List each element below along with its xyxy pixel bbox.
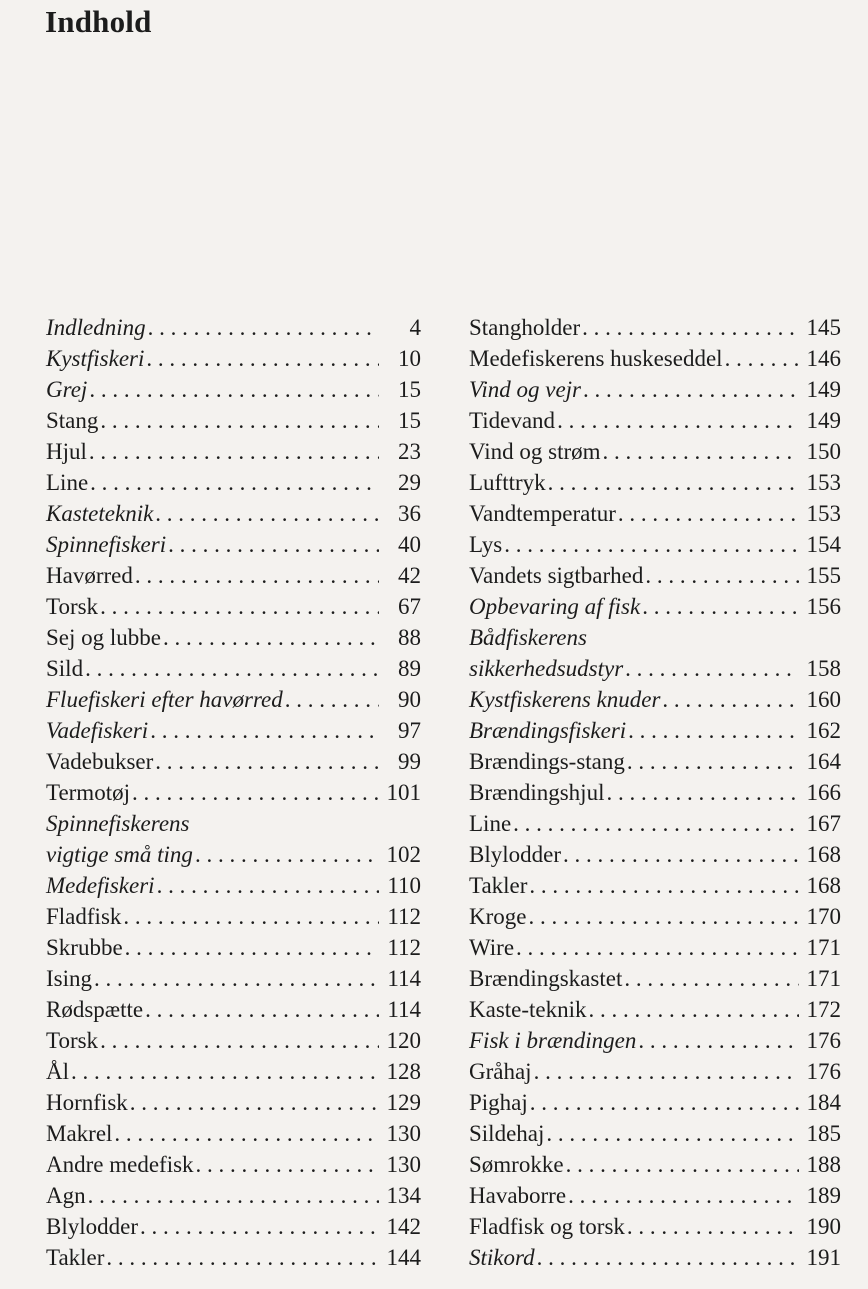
toc-entry-page: 149 xyxy=(806,408,841,433)
toc-entry xyxy=(46,434,421,465)
toc-entry-label: Brændings-stang xyxy=(469,749,625,774)
toc-entry-page: 153 xyxy=(806,501,841,526)
toc-entry-page: 168 xyxy=(806,873,841,898)
toc-entry xyxy=(46,527,421,558)
toc-entry-page: 170 xyxy=(806,904,841,929)
toc-entry-label: Pighaj xyxy=(469,1090,528,1115)
toc-entry xyxy=(46,1209,421,1240)
toc-entry xyxy=(46,558,421,589)
toc-entry-page: 129 xyxy=(386,1090,421,1115)
toc-entry xyxy=(469,868,841,899)
toc-leader-dots xyxy=(135,563,379,589)
toc-entry-page: 40 xyxy=(398,532,421,557)
toc-leader-dots xyxy=(589,997,799,1023)
toc-leader-dots xyxy=(88,1183,379,1209)
toc-entry xyxy=(46,682,421,713)
toc-leader-dots xyxy=(642,594,799,620)
toc-leader-dots xyxy=(100,594,379,620)
toc-leader-dots xyxy=(148,315,379,341)
toc-entry-label: Vandtemperatur xyxy=(469,501,616,526)
toc-entry xyxy=(469,465,841,496)
toc-entry xyxy=(46,589,421,620)
toc-entry-label: Takler xyxy=(469,873,528,898)
toc-leader-dots xyxy=(100,408,379,434)
toc-entry-label: Line xyxy=(469,811,512,836)
toc-entry-label: Vadebukser xyxy=(46,749,154,774)
toc-leader-dots xyxy=(89,439,379,465)
toc-entry-label: Hjul xyxy=(46,439,87,464)
toc-leader-dots xyxy=(583,377,799,403)
toc-leader-dots xyxy=(534,1059,799,1085)
toc-entry xyxy=(469,992,841,1023)
toc-entry-page: 188 xyxy=(806,1152,841,1177)
toc-entry-label: Opbevaring af fisk xyxy=(469,594,641,619)
toc-leader-dots xyxy=(94,966,379,992)
toc-entry-label: Stikord xyxy=(469,1245,535,1270)
toc-leader-dots xyxy=(90,470,379,496)
toc-entry-label: Fladfisk og torsk xyxy=(469,1214,625,1239)
toc-entry-page: 67 xyxy=(398,594,421,619)
toc-entry-label: Lys xyxy=(469,532,503,557)
toc-entry-label: Ising xyxy=(46,966,92,991)
toc-entry xyxy=(469,1054,841,1085)
toc-leader-dots xyxy=(145,997,379,1023)
toc-entry-page: 101 xyxy=(386,780,421,805)
toc-leader-dots xyxy=(85,656,379,682)
toc-entry-label: sikkerhedsudstyr xyxy=(469,656,624,681)
toc-entry-label: Makrel xyxy=(46,1121,113,1146)
toc-leader-dots xyxy=(106,1245,379,1271)
toc-entry xyxy=(469,1147,841,1178)
toc-leader-dots xyxy=(548,470,799,496)
toc-leader-dots xyxy=(285,687,379,713)
toc-entry-label: Kaste-teknik xyxy=(469,997,587,1022)
toc-leader-dots xyxy=(537,1245,799,1271)
toc-entry xyxy=(46,744,421,775)
toc-entry-label: Brændingsfiskeri xyxy=(469,718,627,743)
toc-entry-label: Termotøj xyxy=(46,780,130,805)
toc-entry-page: 130 xyxy=(386,1152,421,1177)
toc-leader-dots xyxy=(150,718,379,744)
toc-entry xyxy=(46,1240,421,1271)
toc-entry-page: 145 xyxy=(806,315,841,340)
toc-entry-label: Sild xyxy=(46,656,84,681)
toc-leader-dots xyxy=(125,935,379,961)
toc-entry-page: 15 xyxy=(398,377,421,402)
toc-entry-page: 190 xyxy=(806,1214,841,1239)
toc-leader-dots xyxy=(71,1059,379,1085)
toc-leader-dots xyxy=(624,966,799,992)
toc-entry-label: Wire xyxy=(469,935,515,960)
toc-entry-label: Agn xyxy=(46,1183,86,1208)
toc-entry-label: Havørred xyxy=(46,563,133,588)
toc-entry-page: 167 xyxy=(806,811,841,836)
toc-leader-dots xyxy=(130,1090,379,1116)
toc-entry-page: 158 xyxy=(806,656,841,681)
toc-leader-dots xyxy=(627,749,799,775)
toc-entry-label: Fluefiskeri efter havørred xyxy=(46,687,283,712)
toc-entry xyxy=(46,1054,421,1085)
toc-entry xyxy=(46,868,421,899)
toc-entry-label: Grej xyxy=(46,377,88,402)
toc-entry-label: Rødspætte xyxy=(46,997,144,1022)
toc-entry xyxy=(469,961,841,992)
toc-entry xyxy=(46,837,421,868)
toc-entry-label: Lufttryk xyxy=(469,470,546,495)
toc-entry-label: Vind og strøm xyxy=(469,439,601,464)
toc-entry xyxy=(469,775,841,806)
toc-entry-page: 153 xyxy=(806,470,841,495)
toc-leader-dots xyxy=(100,1028,379,1054)
toc-entry xyxy=(469,744,841,775)
toc-entry xyxy=(469,1023,841,1054)
toc-leader-dots xyxy=(89,377,379,403)
toc-entry-page: 99 xyxy=(398,749,421,774)
toc-entry xyxy=(469,372,841,403)
toc-entry xyxy=(46,899,421,930)
toc-leader-dots xyxy=(157,873,379,899)
toc-entry-page: 128 xyxy=(386,1059,421,1084)
toc-entry xyxy=(46,806,421,837)
toc-entry xyxy=(469,713,841,744)
toc-entry-page: 134 xyxy=(386,1183,421,1208)
toc-entry xyxy=(469,806,841,837)
toc-entry-label: Hornfisk xyxy=(46,1090,128,1115)
toc-entry-page: 156 xyxy=(806,594,841,619)
toc-entry-page: 110 xyxy=(387,873,421,898)
toc-leader-dots xyxy=(625,656,799,682)
toc-entry xyxy=(469,496,841,527)
toc-entry-page: 164 xyxy=(806,749,841,774)
toc-entry-page: 97 xyxy=(398,718,421,743)
toc-entry xyxy=(46,1085,421,1116)
toc-entry-page: 112 xyxy=(387,904,421,929)
toc-entry xyxy=(469,527,841,558)
toc-entry xyxy=(46,620,421,651)
toc-entry xyxy=(469,899,841,930)
toc-entry-page: 166 xyxy=(806,780,841,805)
toc-entry-label: Kystfiskeri xyxy=(46,346,145,371)
toc-left-column xyxy=(46,310,421,1271)
toc-leader-dots xyxy=(155,749,379,775)
toc-entry-page: 88 xyxy=(398,625,421,650)
toc-entry-label: Spinnefiskerens xyxy=(46,811,190,836)
toc-entry-page: 172 xyxy=(806,997,841,1022)
toc-entry xyxy=(46,465,421,496)
toc-entry-label: Torsk xyxy=(46,594,99,619)
toc-leader-dots xyxy=(566,1152,799,1178)
toc-entry-page: 150 xyxy=(806,439,841,464)
toc-entry-label: Fladfisk xyxy=(46,904,122,929)
toc-leader-dots xyxy=(132,780,379,806)
toc-leader-dots xyxy=(516,935,799,961)
toc-entry-label: Havaborre xyxy=(469,1183,567,1208)
toc-entry xyxy=(46,1023,421,1054)
toc-entry-page: 114 xyxy=(387,966,421,991)
toc-entry-page: 29 xyxy=(398,470,421,495)
toc-leader-dots xyxy=(603,439,799,465)
toc-entry-page: 42 xyxy=(398,563,421,588)
toc-leader-dots xyxy=(582,315,799,341)
toc-leader-dots xyxy=(606,780,799,806)
toc-entry-page: 162 xyxy=(806,718,841,743)
toc-entry xyxy=(469,837,841,868)
toc-entry xyxy=(46,496,421,527)
toc-entry-label: Vind og vejr xyxy=(469,377,581,402)
toc-entry xyxy=(469,682,841,713)
toc-entry xyxy=(46,310,421,341)
toc-entry-label: Medefiskeri xyxy=(46,873,155,898)
toc-leader-dots xyxy=(529,873,799,899)
toc-entry xyxy=(469,620,841,651)
toc-entry-label: Tidevand xyxy=(469,408,556,433)
toc-entry-label: Indledning xyxy=(46,315,146,340)
toc-entry-label: Blylodder xyxy=(469,842,561,867)
toc-entry-label: Kystfiskerens knuder xyxy=(469,687,661,712)
toc-entry xyxy=(469,589,841,620)
toc-leader-dots xyxy=(645,563,799,589)
toc-entry xyxy=(46,372,421,403)
toc-entry-page: 89 xyxy=(398,656,421,681)
toc-entry xyxy=(46,651,421,682)
toc-entry-page: 142 xyxy=(386,1214,421,1239)
toc-entry xyxy=(469,651,841,682)
toc-leader-dots xyxy=(662,687,799,713)
toc-entry-label: Sildehaj xyxy=(469,1121,545,1146)
toc-entry xyxy=(46,775,421,806)
toc-leader-dots xyxy=(568,1183,799,1209)
toc-entry-label: Fisk i brændingen xyxy=(469,1028,637,1053)
toc-entry-label: Blylodder xyxy=(46,1214,138,1239)
toc-entry-label: Stang xyxy=(46,408,99,433)
toc-entry xyxy=(46,341,421,372)
toc-entry xyxy=(469,434,841,465)
toc-entry-page: 10 xyxy=(398,346,421,371)
toc-entry-label: Medefiskerens huskeseddel xyxy=(469,346,723,371)
toc-entry-page: 171 xyxy=(806,966,841,991)
toc-leader-dots xyxy=(618,501,799,527)
toc-entry-label: Gråhaj xyxy=(469,1059,532,1084)
toc-entry xyxy=(46,992,421,1023)
toc-entry-label: Torsk xyxy=(46,1028,99,1053)
toc-entry-label: Vandets sigtbarhed xyxy=(469,563,644,588)
toc-entry-page: 15 xyxy=(398,408,421,433)
toc-entry-label: Kasteteknik xyxy=(46,501,154,526)
toc-entry xyxy=(469,1209,841,1240)
toc-entry-page: 184 xyxy=(806,1090,841,1115)
toc-entry xyxy=(469,930,841,961)
toc-entry xyxy=(469,1116,841,1147)
toc-leader-dots xyxy=(628,718,799,744)
toc-entry xyxy=(469,403,841,434)
toc-entry-page: 168 xyxy=(806,842,841,867)
toc-entry-page: 149 xyxy=(806,377,841,402)
toc-leader-dots xyxy=(155,501,379,527)
toc-leader-dots xyxy=(546,1121,799,1147)
toc-entry-page: 176 xyxy=(806,1059,841,1084)
toc-leader-dots xyxy=(163,625,379,651)
toc-entry-page: 171 xyxy=(806,935,841,960)
toc-entry xyxy=(46,403,421,434)
toc-entry-label: vigtige små ting xyxy=(46,842,193,867)
toc-entry xyxy=(46,713,421,744)
toc-leader-dots xyxy=(123,904,379,930)
toc-entry-label: Ål xyxy=(46,1059,69,1084)
toc-entry-label: Brændingshjul xyxy=(469,780,605,805)
toc-entry xyxy=(469,341,841,372)
toc-leader-dots xyxy=(146,346,379,372)
toc-entry xyxy=(46,961,421,992)
toc-entry-label: Bådfiskerens xyxy=(469,625,587,650)
toc-leader-dots xyxy=(528,904,799,930)
toc-leader-dots xyxy=(504,532,799,558)
toc-entry-page: 185 xyxy=(806,1121,841,1146)
page-title: Indhold xyxy=(45,4,152,39)
toc-entry-page: 155 xyxy=(806,563,841,588)
toc-entry xyxy=(46,1178,421,1209)
toc-entry-page: 4 xyxy=(409,315,421,340)
toc-entry-label: Andre medefisk xyxy=(46,1152,194,1177)
toc-leader-dots xyxy=(114,1121,379,1147)
toc-entry-page: 120 xyxy=(386,1028,421,1053)
toc-entry-page: 160 xyxy=(806,687,841,712)
toc-entry xyxy=(469,1178,841,1209)
toc-entry-label: Brændingskastet xyxy=(469,966,623,991)
toc-entry xyxy=(46,1116,421,1147)
toc-entry-label: Sej og lubbe xyxy=(46,625,161,650)
toc-entry-label: Takler xyxy=(46,1245,105,1270)
toc-entry-page: 114 xyxy=(387,997,421,1022)
toc-leader-dots xyxy=(627,1214,799,1240)
toc-entry xyxy=(469,1085,841,1116)
toc-leader-dots xyxy=(140,1214,379,1240)
toc-entry-page: 154 xyxy=(806,532,841,557)
toc-entry-page: 23 xyxy=(398,439,421,464)
toc-entry-page: 176 xyxy=(806,1028,841,1053)
toc-leader-dots xyxy=(530,1090,799,1116)
toc-entry-page: 191 xyxy=(806,1245,841,1270)
toc-entry-page: 90 xyxy=(398,687,421,712)
toc-entry-label: Spinnefiskeri xyxy=(46,532,167,557)
toc-entry xyxy=(469,1240,841,1271)
toc-entry xyxy=(469,310,841,341)
toc-entry-label: Line xyxy=(46,470,89,495)
toc-entry xyxy=(469,558,841,589)
toc-entry-page: 102 xyxy=(386,842,421,867)
toc-right-column xyxy=(469,310,841,1271)
toc-leader-dots xyxy=(557,408,799,434)
toc-leader-dots xyxy=(563,842,799,868)
toc-entry-page: 144 xyxy=(386,1245,421,1270)
toc-entry xyxy=(46,1147,421,1178)
toc-entry-label: Sømrokke xyxy=(469,1152,564,1177)
toc-leader-dots xyxy=(725,346,799,372)
toc-entry-page: 112 xyxy=(387,935,421,960)
toc-leader-dots xyxy=(638,1028,799,1054)
toc-leader-dots xyxy=(195,842,379,868)
toc-entry-label: Skrubbe xyxy=(46,935,123,960)
toc-entry xyxy=(46,930,421,961)
toc-entry-page: 130 xyxy=(386,1121,421,1146)
toc-leader-dots xyxy=(168,532,379,558)
toc-leader-dots xyxy=(513,811,799,837)
toc-entry-label: Stangholder xyxy=(469,315,581,340)
toc-entry-page: 146 xyxy=(806,346,841,371)
toc-leader-dots xyxy=(196,1152,379,1178)
toc-entry-label: Vadefiskeri xyxy=(46,718,149,743)
toc-entry-page: 36 xyxy=(398,501,421,526)
toc-entry-page: 189 xyxy=(806,1183,841,1208)
toc-entry-label: Kroge xyxy=(469,904,527,929)
